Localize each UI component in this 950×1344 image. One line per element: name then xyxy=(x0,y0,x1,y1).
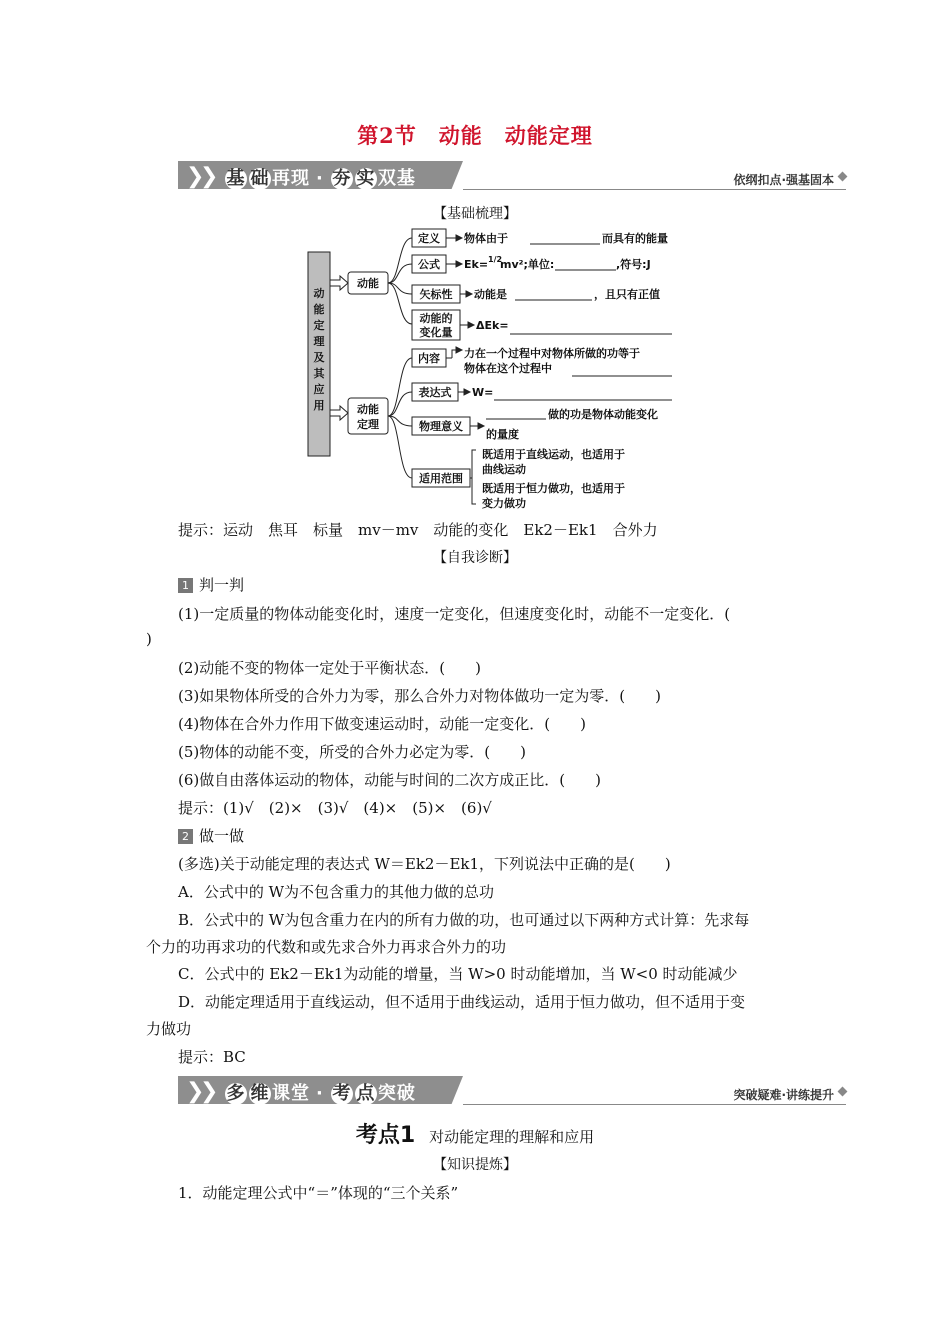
heading-basics: 【基础梳理】 xyxy=(433,206,517,222)
judge-item-4: (4)物体在合外力作用下做变速运动时，动能一定变化．( ) xyxy=(178,715,586,733)
branch-dingli-line1: 动能 xyxy=(357,403,379,416)
scalar-text2: ，且只有正值 xyxy=(594,288,660,301)
hint-answers-2: 提示：(1)√ (2)× (3)√ (4)× (5)× (6)√ xyxy=(178,799,492,817)
diagram-root-label: 动能定理及其应用 xyxy=(313,287,325,412)
scope-text3: 既适用于恒力做功，也适用于 xyxy=(482,482,625,495)
box-shiyongfanwei: 适用范围 xyxy=(419,472,463,485)
concept-diagram xyxy=(300,222,700,514)
heading-knowledge: 【知识提炼】 xyxy=(433,1157,517,1173)
meaning-text: 做的功是物体动能变化 xyxy=(548,408,658,421)
box-shibiaoxing: 矢标性 xyxy=(419,288,453,301)
subsection-try: 2 做一做 xyxy=(178,825,244,846)
scalar-text: 动能是 xyxy=(474,288,507,301)
judge-item-5: (5)物体的动能不变，所受的合外力必定为零．( ) xyxy=(178,743,526,761)
diamond-icon xyxy=(838,172,848,182)
judge-item-1-cont: ) xyxy=(146,630,152,648)
box-biaodashi: 表达式 xyxy=(418,386,452,399)
def-text: 物体由于 xyxy=(464,232,508,245)
option-b-cont: 个力的功再求功的代数和或先求合外力再求合外力的功 xyxy=(146,938,507,956)
formula-frac: 1/2 xyxy=(488,255,503,264)
branch-dongneng: 动能 xyxy=(357,277,379,290)
banner-title: 基 础 再现 · 夯 实 双基 xyxy=(226,168,416,189)
option-b: B．公式中的 W为包含重力在内的所有力做的功，也可通过以下两种方式计算：先求每 xyxy=(178,911,750,929)
banner-title: 多 维 课堂 · 考 点 突破 xyxy=(226,1083,416,1104)
hint-answers-1: 提示：运动 焦耳 标量 mv－mv 动能的变化 Ek2－Ek1 合外力 xyxy=(178,521,658,539)
box-wuliyiyi: 物理意义 xyxy=(419,420,463,433)
formula-unit: mv²;单位: xyxy=(500,258,555,271)
subsection-judge: 1 判一判 xyxy=(178,574,244,595)
option-a: A．公式中的 W为不包含重力的其他力做的总功 xyxy=(178,883,495,901)
page-title: 第2节 动能 动能定理 xyxy=(357,123,593,148)
option-d-cont: 力做功 xyxy=(146,1020,192,1038)
formula-symbol: ,符号:J xyxy=(616,258,651,271)
diamond-icon xyxy=(838,1087,848,1097)
section-banner-basics: ❯ ❯ 基 础 再现 · 夯 实 双基 依纲扣点·强基固本 xyxy=(178,161,846,191)
banner-subtitle: 依纲扣点·强基固本 xyxy=(733,173,834,187)
hint-answers-3: 提示：BC xyxy=(178,1048,246,1066)
content-text2: 物体在这个过程中 xyxy=(464,362,552,375)
section-banner-classroom: ❯ ❯ 多 维 课堂 · 考 点 突破 突破疑难·讲练提升 xyxy=(178,1076,846,1106)
number-badge: 2 xyxy=(178,829,193,844)
scope-text4: 变力做功 xyxy=(482,497,526,510)
box-bianhualiang-1: 动能的 xyxy=(419,312,453,325)
scope-text2: 曲线运动 xyxy=(482,463,526,476)
box-neirong: 内容 xyxy=(418,352,440,365)
knowledge-point-1: 1．动能定理公式中“＝”体现的“三个关系” xyxy=(178,1184,459,1202)
kaodian-heading: 考点1 对动能定理的理解和应用 xyxy=(355,1123,595,1148)
box-bianhualiang-2: 变化量 xyxy=(419,326,453,339)
judge-item-1: (1)一定质量的物体动能变化时，速度一定变化，但速度变化时，动能不一定变化．( xyxy=(178,605,731,623)
judge-item-6: (6)做自由落体运动的物体，动能与时间的二次方成正比．( ) xyxy=(178,771,601,789)
def-text2: 而具有的能量 xyxy=(602,232,668,245)
question-stem: (多选)关于动能定理的表达式 W＝Ek2－Ek1，下列说法中正确的是( ) xyxy=(178,855,671,873)
scope-text: 既适用于直线运动，也适用于 xyxy=(482,448,625,461)
content-text: 力在一个过程中对物体所做的功等于 xyxy=(464,347,640,360)
option-c: C．公式中的 Ek2－Ek1为动能的增量，当 W>0 时动能增加，当 W<0 时动能减少 xyxy=(178,965,738,983)
box-dingyi: 定义 xyxy=(418,232,440,245)
heading-self-diagnosis: 【自我诊断】 xyxy=(433,550,517,566)
delta-ek: ΔEk= xyxy=(476,319,509,332)
branch-dingli-line2: 定理 xyxy=(357,418,379,431)
judge-item-3: (3)如果物体所受的合外力为零，那么合外力对物体做功一定为零．( ) xyxy=(178,687,661,705)
box-gongshi: 公式 xyxy=(418,258,440,271)
formula-ek: Ek= xyxy=(464,258,489,271)
number-badge: 1 xyxy=(178,578,193,593)
expr-w: W= xyxy=(472,386,494,399)
judge-item-2: (2)动能不变的物体一定处于平衡状态．( ) xyxy=(178,659,481,677)
option-d: D．动能定理适用于直线运动，但不适用于曲线运动，适用于恒力做功，但不适用于变 xyxy=(178,993,746,1011)
banner-subtitle: 突破疑难·讲练提升 xyxy=(733,1088,834,1102)
meaning-text2: 的量度 xyxy=(486,428,519,441)
